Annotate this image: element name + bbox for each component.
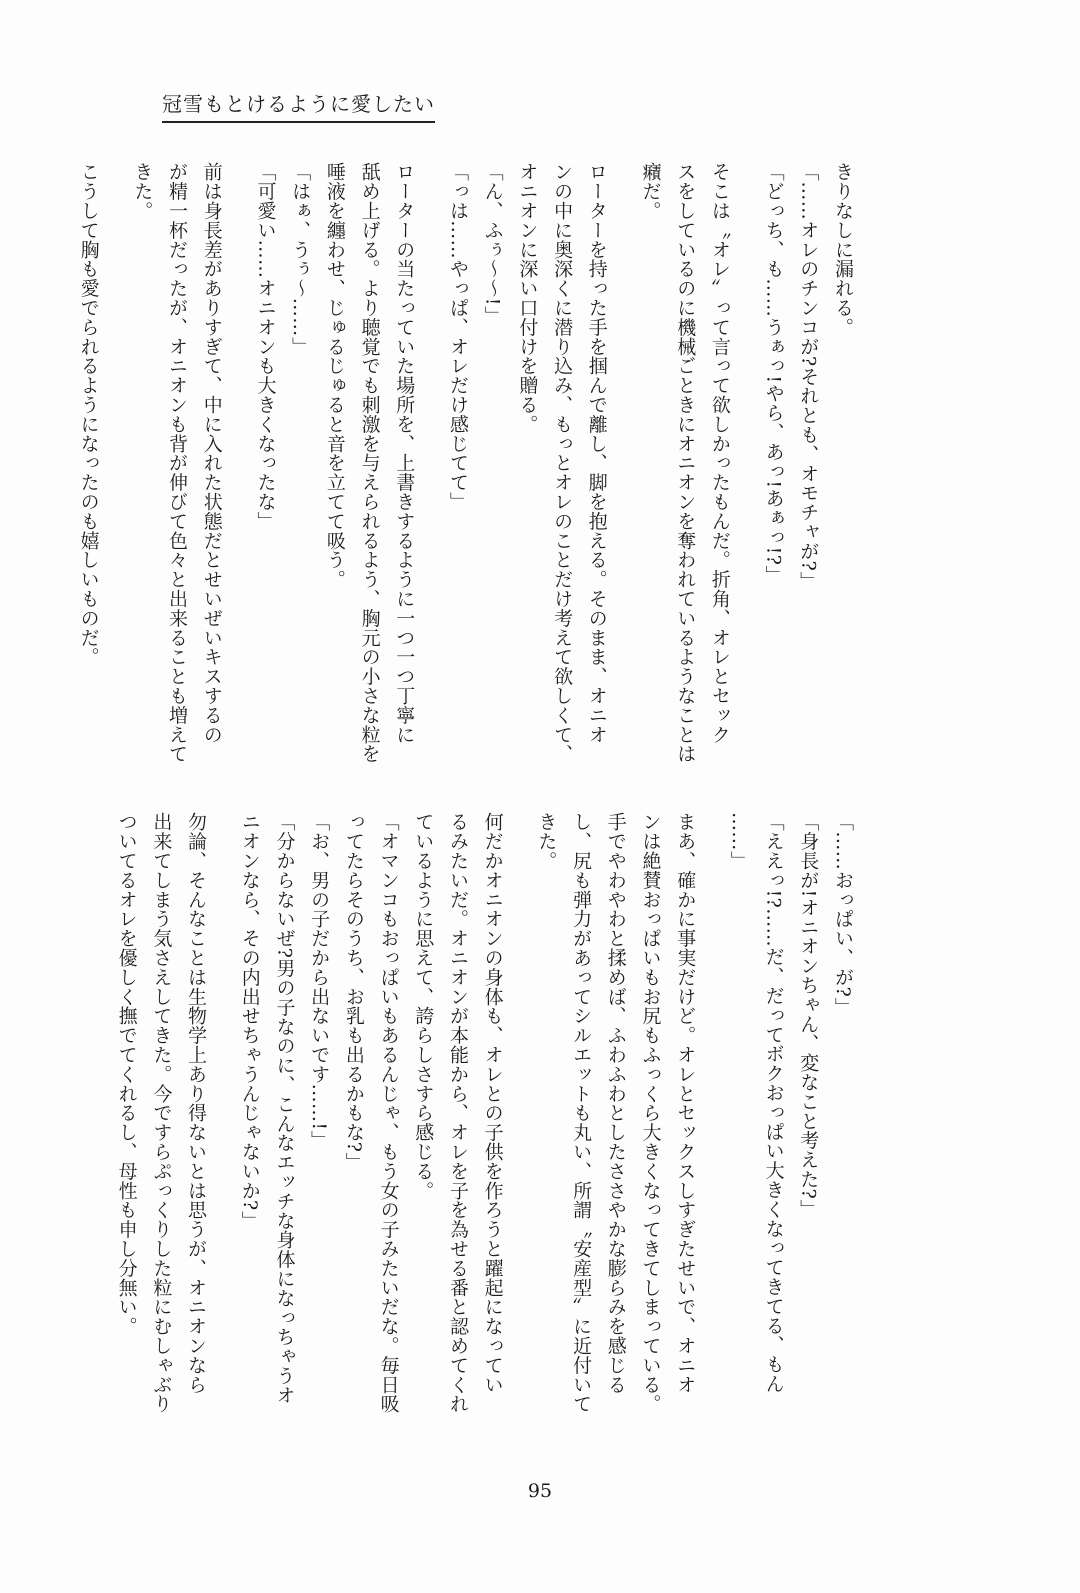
- text-line: ついてるオレを優しく撫でてくれるし、母性も申し分無い。: [115, 812, 138, 1336]
- text-line: 癪だ。: [639, 162, 662, 221]
- text-line: 「オマンコもおっぱいもあるんじゃ、もう女の子みたいだな。毎日吸: [377, 812, 400, 1414]
- text-line: 「どっち、も……うぁっ!やら、あっ!あぁっ!?」: [762, 162, 785, 585]
- text-line: ローターを持った手を掴んで離し、脚を抱える。そのまま、オニオ: [585, 162, 608, 744]
- text-line: ……」: [727, 812, 750, 871]
- text-line: 何だかオニオンの身体も、オレとの子供を作ろうと躍起になってい: [481, 812, 504, 1394]
- text-line: 舐め上げる。より聴覚でも刺激を与えられるよう、胸元の小さな粒を: [358, 162, 381, 764]
- text-line: スをしているのに機械ごときにオニオンを奪われているようなことは: [674, 162, 697, 764]
- text-line: ニオンなら、その内出せちゃうんじゃないか?」: [238, 812, 261, 1230]
- text-line: が精一杯だったが、オニオンも背が伸びて色々と出来ることも増えて: [166, 162, 189, 764]
- text-line: きた。: [131, 162, 154, 221]
- text-line: 「っは……やっぱ、オレだけ感じてて」: [446, 162, 469, 512]
- text-line: オニオンに深い口付けを贈る。: [516, 162, 539, 434]
- text-line: ってたらそのうち、お乳も出るかもな?」: [342, 812, 365, 1172]
- text-line: 唾液を纏わせ、じゅるじゅると音を立てて吸う。: [323, 162, 346, 589]
- text-line: 「身長が!オニオンちゃん、変なこと考えた?」: [797, 812, 820, 1219]
- text-line: 「分からないぜ?男の子なのに、こんなエッチな身体になっちゃうオ: [273, 812, 296, 1405]
- text-line: 「お、男の子だから出ないです……!」: [308, 812, 331, 1150]
- text-line: 「可愛い……オニオンも大きくなったな」: [254, 162, 277, 531]
- text-line: 出来てしまう気さえしてきた。今ですらぷっくりした粒にむしゃぶり: [150, 812, 173, 1414]
- text-line: きた。: [535, 812, 558, 871]
- text-line: ているように思えて、誇らしさすら感じる。: [412, 812, 435, 1200]
- text-line: し、尻も弾力があってシルエットも丸い、所謂〝安産型〟に近付いて: [570, 812, 593, 1414]
- text-line: 勿論、そんなことは生物学上あり得ないとは思うが、オニオンなら: [185, 812, 208, 1394]
- running-header-title: 冠雪もとけるように愛したい: [162, 88, 435, 123]
- text-line: きりなしに漏れる。: [832, 162, 854, 337]
- text-line: 「……オレのチンコが?それとも、オモチャが?」: [797, 162, 820, 591]
- text-line: そこは〝オレ〟って言って欲しかったもんだ。折角、オレとセック: [708, 162, 731, 744]
- text-line: ンの中に奥深くに潜り込み、もっとオレのことだけ考えて欲しくて、: [551, 162, 574, 764]
- text-line: るみたいだ。オニオンが本能から、オレを子を為せる番と認めてくれ: [446, 812, 469, 1414]
- lower-text-block: [109, 812, 860, 1414]
- text-line: 「はぁ、うぅ〜……」: [289, 162, 312, 356]
- text-line: こうして胸も愛でられるようになったのも嬉しいものだ。: [77, 162, 100, 667]
- page-number: 95: [527, 1480, 553, 1502]
- text-line: 「ん、ふぅ〜〜!」: [481, 162, 504, 326]
- text-line: 前は身長差がありすぎて、中に入れた状態だとせいぜいキスするの: [200, 162, 223, 744]
- text-line: ローターの当たっていた場所を、上書きするように一つ一つ丁寧に: [393, 162, 416, 744]
- text-line: 「……おっぱい、が?」: [832, 812, 854, 1017]
- text-line: まあ、確かに事実だけど。オレとセックスしすぎたせいで、オニオ: [674, 812, 697, 1394]
- text-line: 手でやわやわと揉めば、ふわふわとしたささやかな膨らみを感じる: [604, 812, 627, 1394]
- text-line: 「ええっ!?……だ、だってボクおっぱい大きくなってきてる、もん: [762, 812, 785, 1394]
- upper-text-block: [71, 162, 860, 764]
- text-line: ンは絶賛おっぱいもお尻もふっくら大きくなってきてしまっている。: [639, 812, 662, 1414]
